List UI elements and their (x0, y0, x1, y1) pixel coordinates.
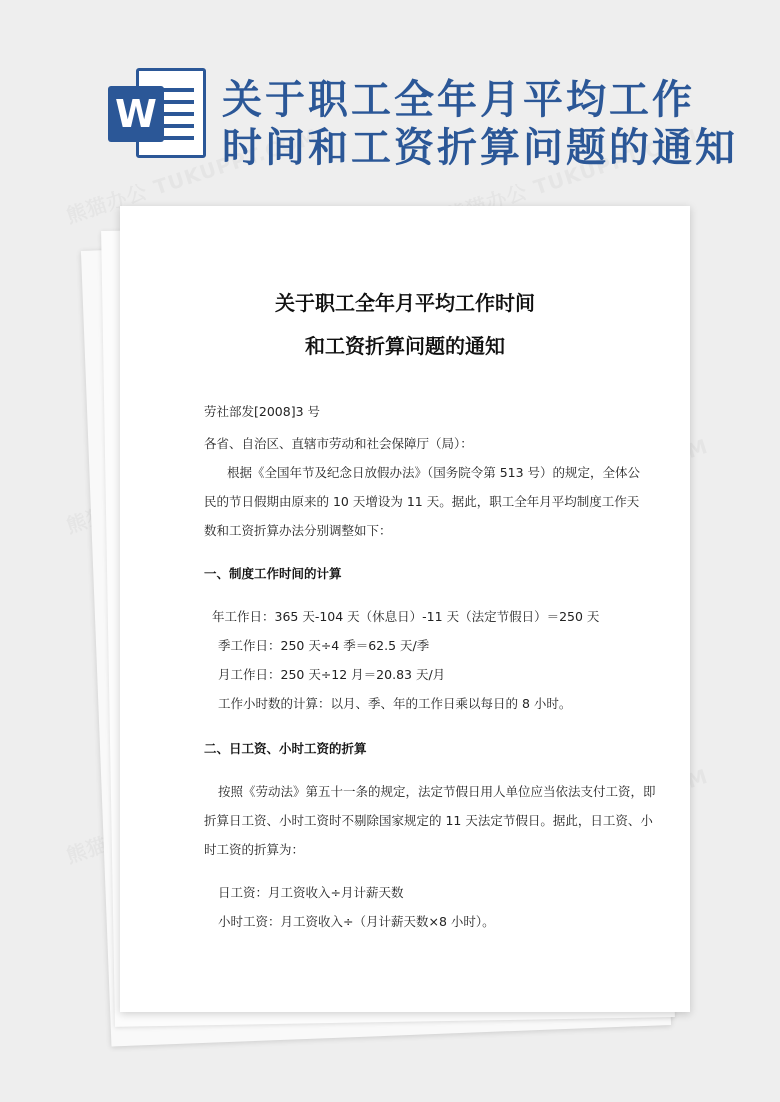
banner-header (0, 0, 780, 190)
recipients: 各省、自治区、直辖市劳动和社会保障厅（局）： (204, 436, 473, 451)
formula-line: 月工作日：250 天÷12 月＝20.83 天/月 (218, 667, 446, 682)
banner-title (222, 76, 762, 172)
section2-heading: 二、日工资、小时工资的折算 (204, 741, 367, 756)
formula-line: 日工资：月工资收入÷月计薪天数 (218, 885, 404, 900)
formula-line: 小时工资：月工资收入÷（月计薪天数×8 小时）。 (218, 914, 495, 929)
word-document-icon (108, 66, 208, 162)
formula-line: 工作小时数的计算：以月、季、年的工作日乘以每日的 8 小时。 (218, 696, 572, 711)
document-number: 劳社部发[2008]3 号 (204, 404, 320, 419)
intro-paragraph-line: 数和工资折算办法分别调整如下： (204, 523, 392, 538)
intro-paragraph-line: 根据《全国年节及纪念日放假办法》（国务院令第 513 号）的规定，全体公 (227, 465, 641, 480)
section2-paragraph-line: 折算日工资、小时工资时不剔除国家规定的 11 天法定节假日。据此，日工资、小 (204, 813, 653, 828)
word-letter: W (108, 86, 164, 142)
document-page (120, 206, 690, 1012)
section1-heading: 一、制度工作时间的计算 (204, 566, 342, 581)
formula-line: 年工作日：365 天-104 天（休息日）-11 天（法定节假日）＝250 天 (212, 609, 600, 624)
intro-paragraph-line: 民的节日假期由原来的 10 天增设为 11 天。据此，职工全年月平均制度工作天 (204, 494, 640, 509)
section2-paragraph-line: 时工资的折算为： (204, 842, 305, 857)
document-title-line2: 和工资折算问题的通知 (305, 334, 505, 358)
formula-line: 季工作日：250 天÷4 季＝62.5 天/季 (218, 638, 430, 653)
banner-title-line2: 时间和工资折算问题的通知 (222, 125, 738, 171)
document-title-line1: 关于职工全年月平均工作时间 (275, 291, 535, 315)
banner-title-line1: 关于职工全年月平均工作 (222, 77, 695, 123)
section2-paragraph-line: 按照《劳动法》第五十一条的规定，法定节假日用人单位应当依法支付工资，即 (218, 784, 656, 799)
